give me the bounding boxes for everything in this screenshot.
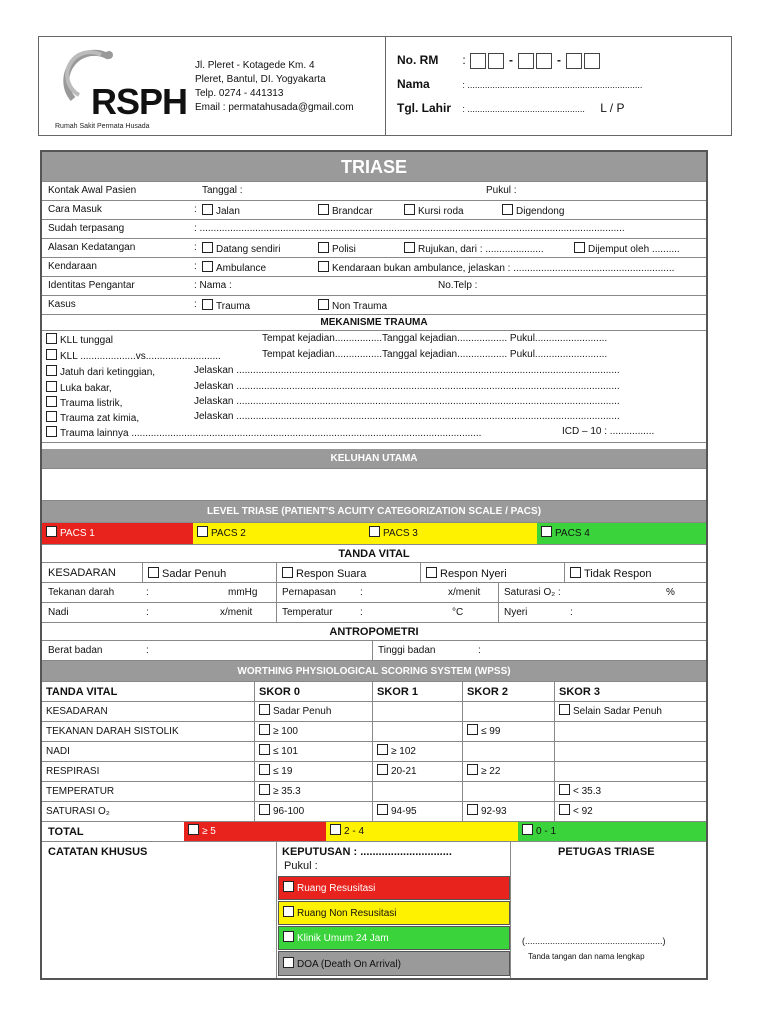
checkbox[interactable] [259, 724, 270, 735]
checkbox[interactable] [46, 426, 57, 437]
keputusan-pukul[interactable]: Pukul : [284, 860, 318, 872]
non-trauma-label: Non Trauma [332, 301, 388, 312]
checkbox[interactable] [559, 704, 570, 715]
checkbox[interactable] [426, 567, 437, 578]
vital-title: TANDA VITAL [338, 548, 410, 560]
wpss-score-cell[interactable] [554, 802, 706, 822]
wpss-col-header: SKOR 1 [372, 682, 462, 702]
checkbox[interactable] [283, 931, 294, 942]
wpss-row-label [42, 782, 254, 802]
wpss-score-text: Sadar Penuh [273, 706, 332, 717]
wpss-score-cell [554, 742, 706, 762]
trauma-kimia-label: Trauma zat kimia, [60, 413, 140, 424]
checkbox[interactable] [330, 824, 341, 835]
temp-colon: : [360, 607, 363, 618]
wpss-col-header: TANDA VITAL [42, 682, 254, 702]
checkbox[interactable] [46, 365, 57, 376]
kursi-label: Kursi roda [418, 206, 464, 217]
wpss-row-label [42, 722, 254, 742]
nama-field[interactable]: : ...................................................................... [462, 80, 643, 90]
checkbox[interactable] [202, 204, 213, 215]
pacs-3-label: PACS 3 [383, 528, 418, 539]
checkbox[interactable] [522, 824, 533, 835]
opt-luka-bakar[interactable] [46, 381, 112, 394]
checkbox[interactable] [282, 567, 293, 578]
checkbox[interactable] [259, 764, 270, 775]
checkbox[interactable] [46, 381, 57, 392]
form-title: TRIASE [42, 152, 706, 182]
checkbox[interactable] [46, 333, 57, 344]
checkbox[interactable] [318, 261, 329, 272]
row-cara-masuk [42, 201, 706, 220]
hospital-address [195, 59, 354, 115]
rm-digit-box[interactable] [470, 53, 486, 69]
jelaskan-field[interactable]: Jelaskan .......................................................................................................................................... [194, 365, 620, 376]
vital-nadi-row [42, 603, 706, 623]
gender-field[interactable]: L / P [600, 101, 625, 115]
bb-label: Berat badan [48, 645, 103, 656]
jelaskan-field[interactable]: Jelaskan .......................................................................................................................................... [194, 396, 620, 407]
opt-dijemput[interactable] [574, 242, 680, 255]
rm-dash: - [557, 53, 562, 67]
phone-line: Telp. 0274 - 441313 [195, 88, 284, 99]
checkbox[interactable] [202, 242, 213, 253]
kasus-label: Kasus [48, 299, 76, 310]
doa-label: DOA (Death On Arrival) [297, 959, 401, 970]
opt-respon-nyeri[interactable] [426, 567, 507, 580]
opt-trauma-listrik[interactable] [46, 396, 122, 409]
alasan-label: Alasan Kedatangan [48, 242, 136, 253]
checkbox[interactable] [467, 724, 478, 735]
sudah-label: Sudah terpasang [48, 223, 125, 234]
row-sudah-terpasang [42, 220, 706, 239]
opt-trauma-kimia[interactable] [46, 411, 139, 424]
triage-form [40, 150, 708, 980]
wpss-score-cell[interactable] [254, 742, 372, 762]
checkbox[interactable] [559, 804, 570, 815]
email-line: Email : permatahusada@gmail.com [195, 102, 354, 113]
checkbox[interactable] [404, 242, 415, 253]
row-alasan [42, 239, 706, 258]
tanggal-field[interactable]: Tanggal : [202, 185, 243, 196]
wpss-total-row [42, 822, 706, 842]
wpss-table [42, 682, 706, 818]
nama-row [397, 73, 642, 97]
polisi-label: Polisi [332, 244, 356, 255]
identitas-label: Identitas Pengantar [48, 280, 135, 291]
notelp-field[interactable]: No.Telp : [438, 280, 478, 291]
wpss-score-cell[interactable] [254, 782, 372, 802]
napas-colon: : [360, 587, 363, 598]
checkbox[interactable] [197, 526, 208, 537]
wpss-score-text: 94-95 [391, 806, 417, 817]
checkbox[interactable] [283, 881, 294, 892]
mekanisme-block [42, 331, 706, 443]
checkbox[interactable] [369, 526, 380, 537]
wpss-score-cell[interactable] [372, 742, 462, 762]
suara-label: Respon Suara [296, 568, 367, 580]
rm-digit-box[interactable] [566, 53, 582, 69]
wpss-score-cell [372, 722, 462, 742]
nama-pengantar-field[interactable]: : Nama : [194, 280, 232, 291]
kll-vs-label: KLL ....................vs........................... [60, 351, 221, 362]
jelaskan-field[interactable]: Jelaskan .......................................................................................................................................... [194, 411, 620, 422]
pacs-row [42, 523, 706, 545]
trauma-label: Trauma [216, 301, 251, 312]
pacs-2-label: PACS 2 [211, 528, 246, 539]
wpss-row-text: SATURASI O₂ [46, 806, 110, 817]
antro-title: ANTROPOMETRI [329, 626, 419, 638]
checkbox[interactable] [46, 349, 57, 360]
opt-brandcar[interactable] [318, 204, 373, 217]
wpss-score-cell[interactable] [462, 802, 554, 822]
pukul-field[interactable]: Pukul : [486, 185, 517, 196]
vital-td-row [42, 583, 706, 603]
rm-digit-box[interactable] [584, 53, 600, 69]
opt-jalan[interactable] [202, 204, 240, 217]
wpss-row-text: RESPIRASI [46, 766, 100, 777]
wpss-col-header: SKOR 3 [554, 682, 706, 702]
opt-doa[interactable] [278, 951, 510, 976]
checkbox[interactable] [467, 804, 478, 815]
header [38, 36, 732, 136]
opt-trauma[interactable] [202, 299, 250, 312]
footer-block [42, 842, 706, 978]
vital-kesadaran-row [42, 563, 706, 583]
keputusan-field[interactable]: KEPUTUSAN : .............................. [282, 846, 452, 858]
checkbox[interactable] [574, 242, 585, 253]
pacs-4-label: PACS 4 [555, 528, 590, 539]
divider [420, 563, 421, 582]
saturasi-label: Saturasi O₂ : [504, 587, 561, 598]
jatuh-label: Jatuh dari ketinggian, [60, 367, 156, 378]
td-label: Tekanan darah [48, 587, 115, 598]
wpss-row-label [42, 802, 254, 822]
wpss-score-text: Selain Sadar Penuh [573, 706, 662, 717]
vital-header [42, 545, 706, 563]
hospital-logo [53, 45, 188, 133]
no-rm-colon: : [462, 53, 466, 67]
checkbox[interactable] [283, 957, 294, 968]
wpss-score-text: < 35.3 [573, 786, 602, 797]
sadar-label: Sadar Penuh [162, 568, 227, 580]
antro-header [42, 623, 706, 641]
opt-kursi-roda[interactable] [404, 204, 464, 217]
ruang-resusitasi-label: Ruang Resusitasi [297, 883, 376, 894]
checkbox[interactable] [541, 526, 552, 537]
opt-datang-sendiri[interactable] [202, 242, 280, 255]
divider [498, 583, 499, 602]
total-red-label: ≥ 5 [202, 826, 216, 837]
wpss-score-text: < 92 [573, 806, 593, 817]
kontak-label: Kontak Awal Pasien [48, 185, 137, 196]
total-label: TOTAL [48, 826, 84, 838]
mekanisme-title: MEKANISME TRAUMA [320, 317, 428, 328]
kesadaran-label: KESADARAN [48, 567, 116, 579]
nadi-colon: : [146, 607, 149, 618]
opt-ruang-resusitasi[interactable] [278, 876, 510, 900]
ambulance-label: Ambulance [216, 263, 267, 274]
pacs-4[interactable] [537, 523, 706, 544]
wpss-row-label [42, 702, 254, 722]
opt-sadar-penuh[interactable] [148, 567, 226, 580]
icd-field[interactable]: ICD – 10 : ................ [562, 426, 655, 437]
alasan-colon: : [194, 242, 197, 253]
wpss-score-text: ≥ 102 [391, 746, 416, 757]
opt-polisi[interactable] [318, 242, 356, 255]
address-line: Pleret, Bantul, DI. Yogyakarta [195, 74, 326, 85]
checkbox[interactable] [259, 704, 270, 715]
checkbox[interactable] [259, 804, 270, 815]
trauma-listrik-label: Trauma listrik, [60, 398, 123, 409]
mmhg-unit: mmHg [228, 587, 258, 598]
logo-text: RSPH [91, 81, 188, 122]
wpss-score-cell [372, 782, 462, 802]
antro-row [42, 641, 706, 661]
rujukan-label: Rujukan, dari : ..................... [418, 244, 544, 255]
wpss-score-cell [462, 702, 554, 722]
checkbox[interactable] [188, 824, 199, 835]
checkbox[interactable] [318, 204, 329, 215]
checkbox[interactable] [502, 204, 513, 215]
row-kontak [42, 182, 706, 201]
cara-colon: : [194, 204, 197, 215]
kasus-colon: : [194, 299, 197, 310]
divider [142, 563, 143, 582]
opt-ruang-non-resusitasi[interactable] [278, 901, 510, 925]
tgl-lahir-label: Tgl. Lahir [397, 101, 451, 115]
divider [276, 583, 277, 602]
opt-respon-suara[interactable] [282, 567, 366, 580]
opt-non-trauma[interactable] [318, 299, 387, 312]
pacs-1-label: PACS 1 [60, 528, 95, 539]
checkbox[interactable] [377, 804, 388, 815]
divider [564, 563, 565, 582]
checkbox[interactable] [46, 411, 57, 422]
checkbox[interactable] [559, 784, 570, 795]
total-yellow-label: 2 - 4 [344, 826, 365, 837]
opt-klinik-umum[interactable] [278, 926, 510, 950]
header-divider [385, 37, 386, 135]
total-green-label: 0 - 1 [536, 826, 557, 837]
tb-colon: : [478, 645, 481, 656]
nyeri-colon: : [570, 607, 573, 618]
cara-masuk-label: Cara Masuk [48, 204, 102, 215]
opt-kendaraan-bukan[interactable] [318, 261, 674, 274]
klinik-umum-label: Klinik Umum 24 Jam [297, 933, 389, 944]
opt-rujukan[interactable] [404, 242, 544, 255]
wpss-row-text: TEMPERATUR [46, 786, 115, 797]
wpss-score-cell [462, 742, 554, 762]
wpss-score-cell[interactable] [554, 782, 706, 802]
wpss-score-cell[interactable] [254, 702, 372, 722]
jalan-label: Jalan [216, 206, 240, 217]
total-yellow[interactable] [326, 822, 518, 841]
wpss-row-text: TEKANAN DARAH SISTOLIK [46, 726, 179, 737]
wpss-score-cell[interactable] [372, 802, 462, 822]
temp-label: Temperatur [282, 607, 333, 618]
opt-digendong[interactable] [502, 204, 564, 217]
wpss-score-text: 20-21 [391, 766, 417, 777]
nama-label: Nama [397, 77, 430, 91]
wpss-col-header: SKOR 2 [462, 682, 554, 702]
nadi-label: Nadi [48, 607, 69, 618]
mekanisme-header [42, 315, 706, 331]
saturasi-unit: % [666, 587, 675, 598]
level-header: LEVEL TRIASE (PATIENT'S ACUITY CATEGORIZATION SCALE / PACS) [42, 501, 706, 523]
wpss-score-cell[interactable] [554, 702, 706, 722]
rm-digit-box[interactable] [518, 53, 534, 69]
kll-tunggal-label: KLL tunggal [60, 335, 114, 346]
divider [372, 641, 373, 660]
checkbox[interactable] [377, 764, 388, 775]
signature-field[interactable]: (.......................................................) [522, 936, 666, 946]
kendaraan-label: Kendaraan [48, 261, 97, 272]
napas-unit: x/menit [448, 587, 481, 598]
wpss-score-text: ≥ 35.3 [273, 786, 301, 797]
wpss-score-cell[interactable] [254, 762, 372, 782]
patient-identity [397, 49, 642, 121]
divider [510, 842, 511, 978]
nadi-unit: x/menit [220, 607, 253, 618]
datang-label: Datang sendiri [216, 244, 281, 255]
wpss-score-cell [372, 702, 462, 722]
checkbox[interactable] [202, 299, 213, 310]
napas-label: Pernapasan [282, 587, 336, 598]
total-red[interactable] [184, 822, 326, 841]
divider [276, 603, 277, 622]
jelaskan-field[interactable]: Jelaskan .......................................................................................................................................... [194, 381, 620, 392]
wpss-score-cell[interactable] [254, 722, 372, 742]
tempat-kejadian-field[interactable]: Tempat kejadian.................Tanggal kejadian.................. Pukul.......................... [262, 333, 608, 344]
wpss-score-cell[interactable] [372, 762, 462, 782]
pacs-2[interactable] [193, 523, 365, 544]
logo-subtitle: Rumah Sakit Permata Husada [55, 123, 150, 130]
nyeri-label: Respon Nyeri [440, 568, 507, 580]
checkbox[interactable] [318, 299, 329, 310]
sudah-field[interactable]: : ......................................................................................................................................................... [194, 223, 625, 234]
checkbox[interactable] [46, 396, 57, 407]
tgl-lahir-row [397, 97, 642, 121]
kendaraan-bukan-label: Kendaraan bukan ambulance, jelaskan : .......................................................... [332, 263, 675, 274]
checkbox[interactable] [259, 784, 270, 795]
total-green[interactable] [518, 822, 706, 841]
checkbox[interactable] [377, 744, 388, 755]
opt-kll-vs[interactable] [46, 349, 221, 362]
opt-tidak-respon[interactable] [570, 567, 651, 580]
wpss-score-cell[interactable] [254, 802, 372, 822]
pacs-3[interactable] [365, 523, 537, 544]
wpss-score-text: ≥ 100 [273, 726, 298, 737]
wpss-row-label [42, 762, 254, 782]
brandcar-label: Brandcar [332, 206, 373, 217]
wpss-row-label [42, 742, 254, 762]
checkbox[interactable] [202, 261, 213, 272]
checkbox[interactable] [318, 242, 329, 253]
trauma-lainnya-label: Trauma lainnya .............................................................................................................................. [60, 428, 482, 439]
rm-digit-box[interactable] [536, 53, 552, 69]
checkbox[interactable] [283, 906, 294, 917]
tidak-label: Tidak Respon [584, 568, 652, 580]
checkbox[interactable] [467, 764, 478, 775]
wpss-score-text: ≤ 19 [273, 766, 293, 777]
rm-dash: - [509, 53, 514, 67]
td-colon: : [146, 587, 149, 598]
row-kasus [42, 296, 706, 315]
ruang-non-resusitasi-label: Ruang Non Resusitasi [297, 908, 397, 919]
checkbox[interactable] [570, 567, 581, 578]
digendong-label: Digendong [516, 206, 565, 217]
wpss-score-cell [462, 782, 554, 802]
row-kendaraan [42, 258, 706, 277]
wpss-score-cell [554, 762, 706, 782]
opt-trauma-lainnya[interactable] [46, 426, 481, 439]
wpss-row-text: NADI [46, 746, 70, 757]
tempat-kejadian-field[interactable]: Tempat kejadian.................Tanggal kejadian.................. Pukul.......................... [262, 349, 608, 360]
keluhan-field[interactable] [42, 469, 706, 501]
tb-label: Tinggi badan [378, 645, 436, 656]
opt-kll-tunggal[interactable] [46, 333, 113, 346]
kendaraan-colon: : [194, 261, 197, 272]
wpss-header: WORTHING PHYSIOLOGICAL SCORING SYSTEM (WPSS) [42, 661, 706, 682]
checkbox[interactable] [404, 204, 415, 215]
dijemput-label: Dijemput oleh .......... [588, 244, 680, 255]
wpss-score-text: 92-93 [481, 806, 507, 817]
catatan-label: CATATAN KHUSUS [48, 846, 148, 858]
keluhan-header: KELUHAN UTAMA [42, 449, 706, 469]
pacs-1[interactable] [42, 523, 193, 544]
checkbox[interactable] [148, 567, 159, 578]
nyeri-vital-label: Nyeri [504, 607, 528, 618]
opt-ambulance[interactable] [202, 261, 266, 274]
rm-digit-box[interactable] [488, 53, 504, 69]
luka-bakar-label: Luka bakar, [60, 383, 112, 394]
wpss-score-text: 96-100 [273, 806, 305, 817]
wpss-score-text: ≥ 22 [481, 766, 501, 777]
divider [498, 603, 499, 622]
no-rm-label: No. RM [397, 53, 439, 67]
wpss-row-text: KESADARAN [46, 706, 108, 717]
tgl-lahir-field[interactable]: : ............................................... [462, 104, 585, 114]
temp-unit: °C [452, 607, 464, 618]
checkbox[interactable] [259, 744, 270, 755]
opt-jatuh[interactable] [46, 365, 155, 378]
wpss-col-header: SKOR 0 [254, 682, 372, 702]
signature-note: Tanda tangan dan nama lengkap [528, 952, 645, 961]
checkbox[interactable] [46, 526, 57, 537]
wpss-score-cell[interactable] [462, 722, 554, 742]
no-rm-row [397, 49, 642, 73]
wpss-score-text: ≤ 99 [481, 726, 501, 737]
bb-colon: : [146, 645, 149, 656]
petugas-label: PETUGAS TRIASE [558, 846, 655, 858]
divider [276, 842, 277, 978]
row-identitas [42, 277, 706, 296]
wpss-score-cell [554, 722, 706, 742]
address-line: Jl. Pleret - Kotagede Km. 4 [195, 60, 315, 71]
wpss-score-cell[interactable] [462, 762, 554, 782]
wpss-score-text: ≤ 101 [273, 746, 298, 757]
divider [276, 563, 277, 582]
